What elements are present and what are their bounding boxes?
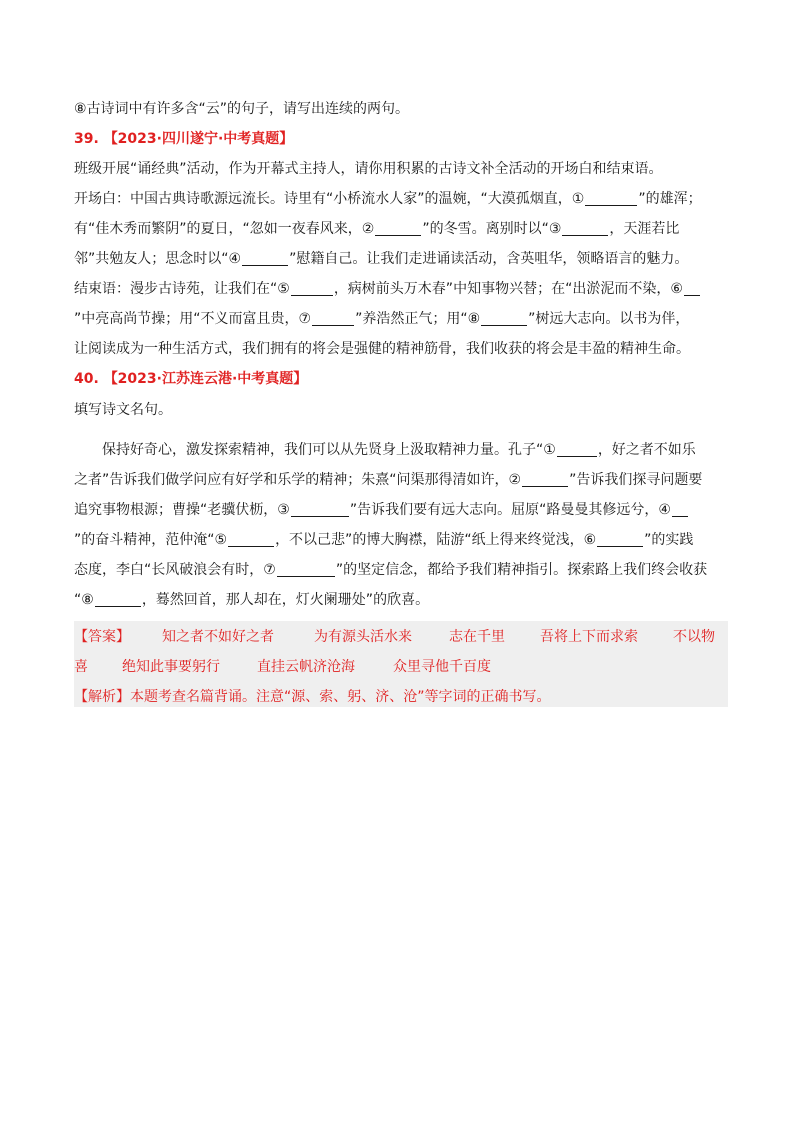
q39-l2c: ，天涯若比 (609, 221, 680, 237)
q40-p5a: 态度，李白“长风破浪会有时，⑦ (74, 562, 276, 578)
q39-header (74, 129, 734, 149)
q40-para5 (74, 560, 734, 580)
blank-q40-4 (672, 502, 688, 517)
q39-l5c: ”树远大志向。以书为伴， (528, 311, 690, 327)
q39-line5 (74, 309, 734, 329)
q39-instruction-text: 班级开展“诵经典”活动，作为开幕式主持人，请你用积累的古诗文补全活动的开场白和结束语。 (74, 161, 663, 177)
analysis-label: 【解析】 (74, 689, 130, 705)
blank-3 (562, 221, 608, 236)
q39-l1b: ”的雄浑； (638, 191, 702, 207)
q39-l2b: ”的冬雪。离别时以“③ (422, 221, 562, 237)
blank-q40-8 (95, 592, 141, 607)
blank-6 (684, 281, 700, 296)
q39-line1 (74, 189, 734, 209)
q39-number: 39. (74, 131, 99, 147)
q40-p2a: 之者”告诉我们做学问应有好学和乐学的精神；朱熹“问渠那得清如许，② (74, 472, 522, 488)
blank-8 (481, 311, 527, 326)
q40-p5b: ”的坚定信念，都给予我们精神指引。探索路上我们终会收获 (335, 562, 708, 578)
q39-l1a: 开场白：中国古典诗歌源远流长。诗里有“小桥流水人家”的温婉，“大漠孤烟直，① (74, 191, 585, 207)
q40-para1 (74, 440, 734, 460)
q40-p3a: 追究事物根源；曹操“老骥伏枥，③ (74, 502, 290, 518)
analysis (74, 687, 551, 707)
answer-item-8: 直挂云帆济沧海 (257, 659, 355, 675)
blank-2 (375, 221, 421, 236)
q40-header (74, 369, 734, 389)
blank-q40-5 (228, 532, 274, 547)
q40-instruction-text: 填写诗文名句。 (74, 402, 172, 418)
q38-item8-text: ⑧古诗词中有许多含“云”的句子，请写出连续的两句。 (74, 101, 410, 117)
blank-7 (312, 311, 354, 326)
q39-l6: 让阅读成为一种生活方式，我们拥有的将会是强健的精神筋骨，我们收获的将会是丰盈的精神生命。 (74, 341, 690, 357)
q39-line4 (74, 279, 734, 299)
q40-p1a: 保持好奇心，激发探索精神，我们可以从先贤身上汲取精神力量。孔子“① (102, 442, 556, 458)
q39-l5b: ”养浩然正气；用“⑧ (355, 311, 481, 327)
q40-p4a: ”的奋斗精神，范仲淹“⑤ (74, 532, 228, 548)
answer-item-2: 为有源头活水来 (314, 629, 412, 645)
answer-item-7: 绝知此事要躬行 (122, 659, 220, 675)
answer-item-4: 吾将上下而求索 (540, 629, 638, 645)
blank-5 (291, 281, 333, 296)
q39-l5a: ”中亮高尚节操；用“不义而富且贵，⑦ (74, 311, 312, 327)
q40-para6 (74, 590, 734, 610)
q39-line3 (74, 249, 734, 269)
q40-p4c: ”的实践 (644, 532, 694, 548)
blank-q40-1 (557, 442, 597, 457)
q39-instruction (74, 159, 734, 179)
blank-4 (242, 251, 288, 266)
q40-instruction (74, 400, 734, 420)
q39-l4b: ，病树前头万木春”中知事物兴替；在“出淤泥而不染，⑥ (333, 281, 683, 297)
blank-1 (585, 191, 637, 206)
q38-item8 (74, 99, 734, 119)
q40-p3b: ”告诉我们要有远大志向。屈原“路曼曼其修远兮，④ (349, 502, 671, 518)
blank-q40-7 (277, 562, 335, 577)
q40-p1b: ，好之者不如乐 (597, 442, 696, 458)
q40-p2b: ”告诉我们探寻问题要 (569, 472, 703, 488)
q39-l4a: 结束语：漫步古诗苑，让我们在“⑤ (74, 281, 290, 297)
answer-label: 【答案】 (74, 629, 130, 645)
q39-source: 【2023·四川遂宁·中考真题】 (103, 131, 294, 147)
q39-line6 (74, 339, 734, 359)
q39-l3a: 邻”共勉友人；思念时以“④ (74, 251, 242, 267)
q39-l2a: 有“佳木秀而繁阴”的夏日，“忽如一夜春风来，② (74, 221, 375, 237)
q40-para3 (74, 500, 734, 520)
q40-p6a: “⑧ (74, 592, 94, 608)
blank-q40-2 (522, 472, 568, 487)
q39-line2 (74, 219, 734, 239)
analysis-text: 本题考查名篇背诵。注意“源、索、躬、济、沧”等字词的正确书写。 (130, 689, 551, 705)
answer-item-3: 志在千里 (449, 629, 505, 645)
answer-item-5: 不以物 (673, 629, 715, 645)
q40-number: 40. (74, 371, 99, 387)
answer-item-9: 众里寻他千百度 (393, 659, 491, 675)
q40-para4 (74, 530, 734, 550)
q40-p6b: ，蓦然回首，那人却在，灯火阑珊处”的欣喜。 (141, 592, 430, 608)
q40-para2 (74, 470, 734, 490)
blank-q40-6 (597, 532, 643, 547)
answer-item-1: 知之者不如好之者 (162, 629, 274, 645)
q40-source: 【2023·江苏连云港·中考真题】 (103, 371, 308, 387)
blank-q40-3 (291, 502, 349, 517)
q39-l3b: ”慰籍自己。让我们走进诵读活动，含英咀华，领略语言的魅力。 (289, 251, 689, 267)
q40-p4b: ，不以己悲”的博大胸襟，陆游“纸上得来终觉浅，⑥ (275, 532, 597, 548)
answer-item-6: 喜 (74, 659, 88, 675)
